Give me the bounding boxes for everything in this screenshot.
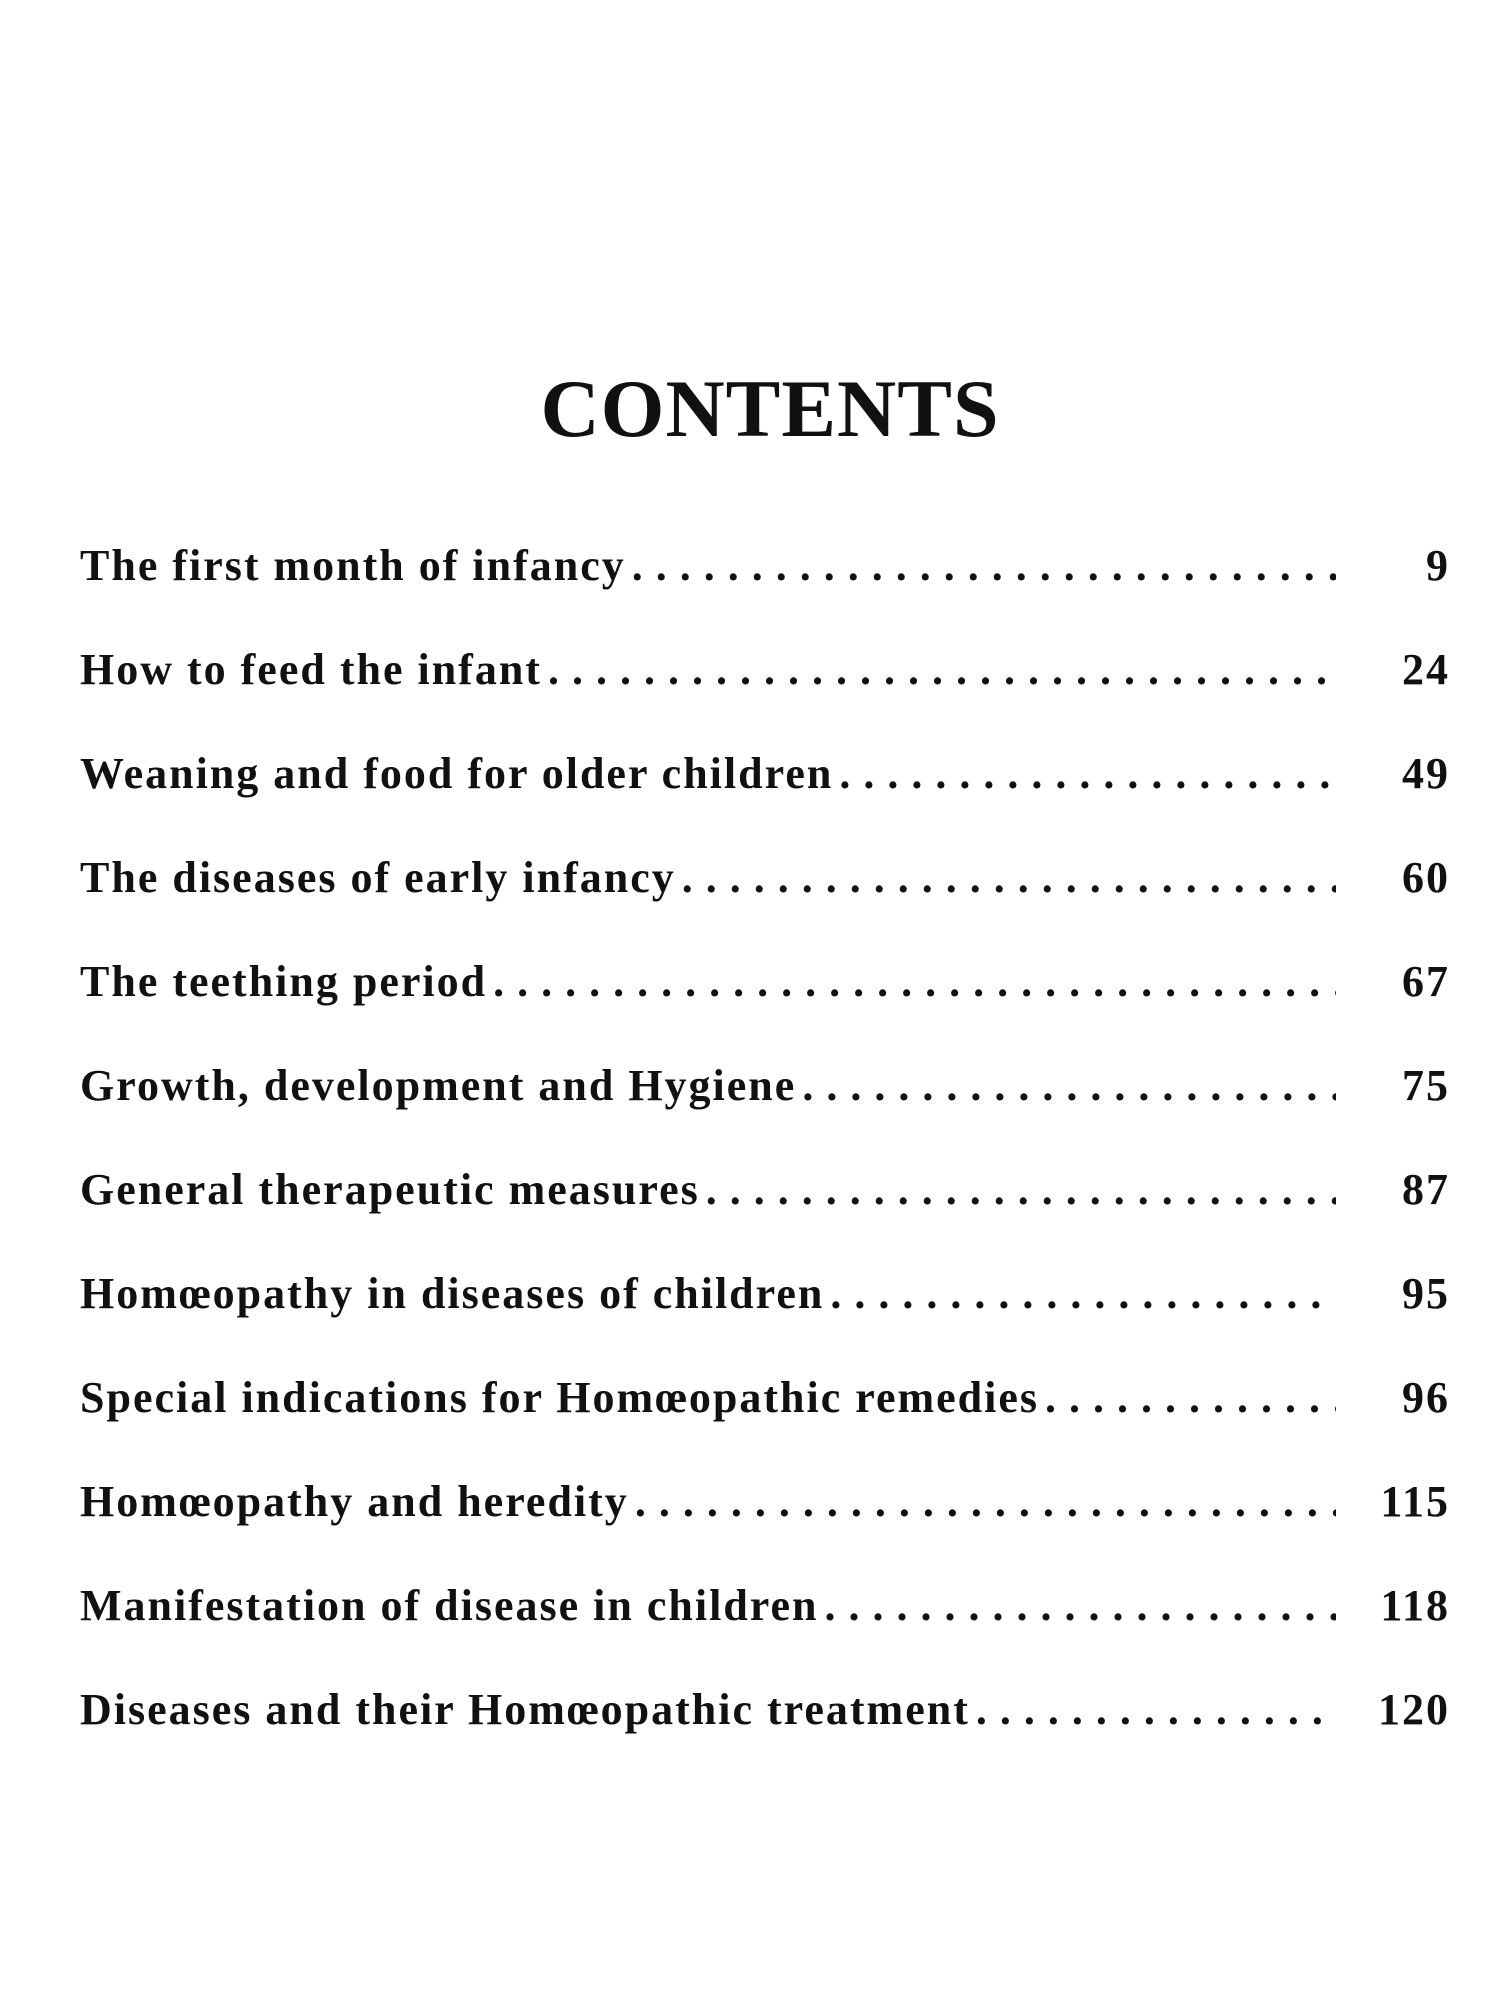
table-of-contents [80,540,1450,1788]
toc-entry-title: Diseases and their Homœopathic treatment [80,1685,970,1734]
dot-leader [825,1580,1336,1631]
toc-entry-page: 95 [1402,1269,1450,1318]
toc-entry-title: Weaning and food for older children [80,749,834,798]
page-title: CONTENTS [540,363,1000,454]
toc-entry [80,540,1450,644]
dot-leader [976,1684,1336,1735]
dot-leader [839,748,1336,799]
toc-entry [80,1684,1450,1788]
toc-entry [80,748,1450,852]
toc-entry [80,1372,1450,1476]
toc-entry [80,644,1450,748]
dot-leader [493,956,1336,1007]
toc-entry-title: The teething period [80,957,488,1006]
toc-entry-page: 24 [1402,645,1450,694]
toc-entry-page: 87 [1402,1165,1450,1214]
toc-entry-page: 9 [1426,541,1450,590]
toc-entry-page: 96 [1402,1373,1450,1422]
toc-entry-title: Homœopathy and heredity [80,1477,629,1526]
toc-entry-title: Growth, development and Hygiene [80,1061,797,1110]
toc-entry-page: 67 [1402,957,1450,1006]
toc-entry-title: Homœopathy in diseases of children [80,1269,825,1318]
toc-entry [80,1060,1450,1164]
toc-entry-page: 75 [1402,1061,1450,1110]
toc-entry [80,1476,1450,1580]
toc-entry [80,956,1450,1060]
toc-entry-title: Special indications for Homœopathic remedies [80,1373,1040,1422]
dot-leader [706,1164,1336,1215]
toc-entry-title: General therapeutic measures [80,1165,700,1214]
toc-entry [80,1164,1450,1268]
toc-entry [80,852,1450,956]
dot-leader [802,1060,1336,1111]
dot-leader [830,1268,1336,1319]
dot-leader [635,1476,1336,1527]
toc-entry-page: 60 [1402,853,1450,902]
toc-entry-title: How to feed the infant [80,645,542,694]
toc-entry-page: 115 [1380,1477,1450,1526]
dot-leader [548,644,1336,695]
toc-entry [80,1268,1450,1372]
toc-entry-page: 120 [1378,1685,1450,1734]
toc-entry-title: Manifestation of disease in children [80,1581,819,1630]
dot-leader [682,852,1336,903]
dot-leader [632,540,1336,591]
toc-entry [80,1580,1450,1684]
toc-entry-page: 49 [1402,749,1450,798]
toc-entry-page: 118 [1380,1581,1450,1630]
toc-entry-title: The diseases of early infancy [80,853,676,902]
dot-leader [1045,1372,1336,1423]
toc-entry-title: The first month of infancy [80,541,626,590]
